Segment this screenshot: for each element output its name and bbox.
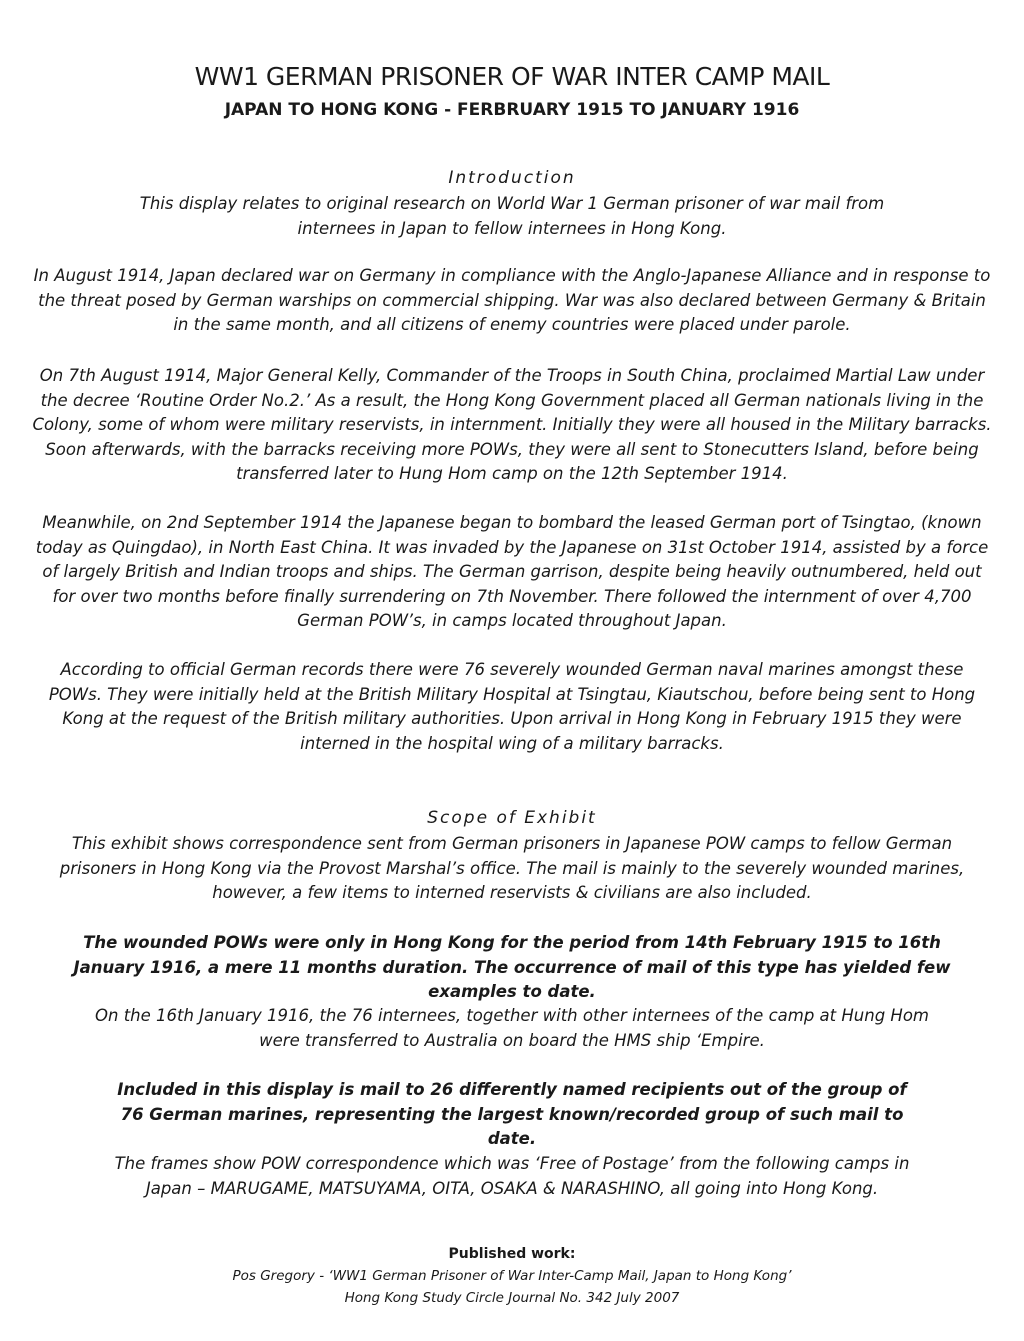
published-work-heading: Published work: (448, 1246, 576, 1262)
scope-paragraph-2: The wounded POWs were only in Hong Kong for the period from 14th February 1915 to 16th January 1916, a mere 11 months duration. The occurrence of mail of this type has yielded few examples to date. (73, 933, 951, 1001)
intro-paragraph-1: This display relates to original research on World War 1 German prisoner of war mail from internees in Japan to fellow internees in Hong Kong. (139, 194, 885, 238)
document-subtitle: JAPAN TO HONG KONG - FERBRUARY 1915 TO JANUARY 1916 (224, 100, 800, 120)
scope-paragraph-1: This exhibit shows correspondence sent from German prisoners in Japanese POW camps to fellow German prisoners in Hong Kong via the Provost Marshal’s office. The mail is mainly to the severely wounded marines, however, a few items to interned reservists & civilians are also included. (59, 834, 965, 902)
intro-paragraph-3: On 7th August 1914, Major General Kelly, Commander of the Troops in South China, proclaimed Martial Law under the decree ‘Routine Order No.2.’ As a result, the Hong Kong Government placed all German nationals living in the Colony, some of whom were military reservists, in internment. Initially they were all housed in the Military barracks. Soon afterwards, with the barracks receiving more POWs, they were all sent to Stonecutters Island, before being transferred later to Hung Hom camp on the 12th September 1914. (32, 366, 992, 483)
scope-paragraph-5: The frames show POW correspondence which was ‘Free of Postage’ from the following camps in Japan – MARUGAME, MATSUYAMA, OITA, OSAKA & NARASHINO, all going into Hong Kong. (114, 1154, 910, 1198)
scope-paragraph-3: On the 16th January 1916, the 76 internees, together with other internees of the camp at Hung Hom were transferred to Australia on board the HMS ship ‘Empire. (95, 1006, 929, 1050)
scope-heading: Scope of Exhibit (427, 808, 597, 828)
published-work-journal: Hong Kong Study Circle Journal No. 342 July 2007 (344, 1290, 680, 1306)
intro-paragraph-4: Meanwhile, on 2nd September 1914 the Japanese began to bombard the leased German port of Tsingtao, (known today as Quingdao), in North East China. It was invaded by the Japanese on 31st October 1914, assisted by a force of largely British and Indian troops and ships. The German garrison, despite being heavily outnumbered, held out for over two months before finally surrendering on 7th November. There followed the internment of over 4,700 German POW’s, in camps located throughout Japan. (35, 513, 989, 630)
document-title: WW1 GERMAN PRISONER OF WAR INTER CAMP MAIL (194, 62, 830, 91)
intro-paragraph-2: In August 1914, Japan declared war on Germany in compliance with the Anglo-Japanese Alliance and in response to the threat posed by German warships on commercial shipping. War was also declared between Germany & Britain in the same month, and all citizens of enemy countries were placed under parole. (33, 266, 991, 334)
introduction-heading: Introduction (448, 168, 576, 188)
intro-paragraph-5: According to official German records there were 76 severely wounded German naval marines amongst these POWs. They were initially held at the British Military Hospital at Tsingtau, Kiautschou, before being sent to Hong Kong at the request of the British military authorities. Upon arrival in Hong Kong in February 1915 they were interned in the hospital wing of a military barracks. (48, 660, 976, 753)
scope-paragraph-4: Included in this display is mail to 26 differently named recipients out of the group of 76 German marines, representing the largest known/recorded group of such mail to date. (117, 1080, 907, 1148)
published-work-citation: Pos Gregory - ‘WW1 German Prisoner of War Inter-Camp Mail, Japan to Hong Kong’ (232, 1268, 792, 1284)
